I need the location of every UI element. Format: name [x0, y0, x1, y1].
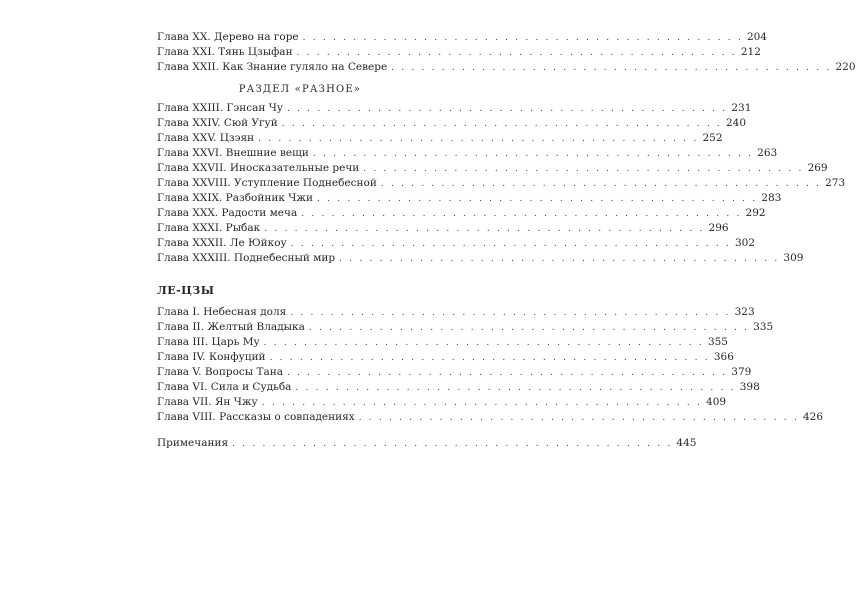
toc-entry-title: Глава IV. Конфуций — [157, 351, 266, 363]
toc-entry-title: Глава XXIX. Разбойник Чжи — [157, 192, 314, 204]
toc-entry[interactable] — [157, 334, 728, 350]
dot-leader: . . . . . . . . . . . . . . . . . . . . . . . . . . . . . . . . . . . . . . . . . . . . — [302, 33, 743, 43]
toc-entry-title: Глава V. Вопросы Тана — [157, 366, 283, 378]
toc-entry[interactable] — [157, 59, 856, 75]
toc-entry-page: 355 — [707, 336, 728, 348]
toc-entry[interactable] — [157, 304, 755, 320]
dot-leader: . . . . . . . . . . . . . . . . . . . . . . . . . . . . . . . . . . . . . . . . . . . . — [301, 209, 742, 219]
toc-entry[interactable] — [157, 160, 828, 176]
toc-entry-page: 212 — [740, 46, 761, 58]
toc-entry-title: Глава XXXIII. Поднебесный мир — [157, 252, 336, 264]
toc-entry-page: 269 — [807, 162, 828, 174]
dot-leader: . . . . . . . . . . . . . . . . . . . . . . . . . . . . . . . . . . . . . . . . . . . . — [287, 104, 728, 114]
book-heading: ЛЕ-ЦЗЫ — [157, 284, 215, 297]
dot-leader: . . . . . . . . . . . . . . . . . . . . . . . . . . . . . . . . . . . . . . . . . . . . — [312, 149, 754, 159]
toc-entry-title: Глава XXIII. Гэнсан Чу — [157, 102, 284, 114]
dot-leader: . . . . . . . . . . . . . . . . . . . . . . . . . . . . . . . . . . . . . . . . . . . . — [380, 179, 822, 189]
toc-entry-notes[interactable] — [157, 435, 697, 451]
toc-entry[interactable] — [157, 394, 727, 410]
toc-entry[interactable] — [157, 409, 824, 425]
toc-entry-title: Глава XX. Дерево на горе — [157, 31, 299, 43]
toc-entry-page: 409 — [706, 396, 727, 408]
toc-entry-page: 426 — [802, 411, 824, 423]
toc-entry-title: Глава XXVII. Иносказательные речи — [157, 162, 360, 174]
toc-entry-page: 309 — [783, 252, 804, 264]
dot-leader: . . . . . . . . . . . . . . . . . . . . . . . . . . . . . . . . . . . . . . . . . . . . — [290, 308, 731, 318]
toc-entry-title: Глава II. Желтый Владыка — [157, 321, 305, 333]
toc-entry-title: Глава XXVI. Внешние вещи — [157, 147, 309, 159]
toc-entry[interactable] — [157, 100, 752, 116]
toc-entry-page: 263 — [757, 147, 778, 159]
dot-leader: . . . . . . . . . . . . . . . . . . . . . . . . . . . . . . . . . . . . . . . . . . . . — [281, 119, 722, 129]
dot-leader: . . . . . . . . . . . . . . . . . . . . . . . . . . . . . . . . . . . . . . . . . . . . — [295, 383, 736, 393]
toc-entry-page: 296 — [708, 222, 729, 234]
toc-entry-title: Глава XXVIII. Уступление Поднебесной — [157, 177, 377, 189]
dot-leader: . . . . . . . . . . . . . . . . . . . . . . . . . . . . . . . . . . . . . . . . . . . . — [308, 323, 750, 333]
toc-entry-page: 292 — [745, 207, 766, 219]
dot-leader: . . . . . . . . . . . . . . . . . . . . . . . . . . . . . . . . . . . . . . . . . . . . — [261, 398, 703, 408]
toc-entry[interactable] — [157, 235, 756, 251]
toc-entry[interactable] — [157, 29, 767, 45]
toc-entry-page: 273 — [825, 177, 846, 189]
toc-entry-title: Глава VI. Сила и Судьба — [157, 381, 292, 393]
dot-leader: . . . . . . . . . . . . . . . . . . . . . . . . . . . . . . . . . . . . . . . . . . . . — [317, 194, 758, 204]
toc-entry[interactable] — [157, 190, 782, 206]
toc-entry[interactable] — [157, 130, 723, 146]
toc-entry-page: 204 — [746, 31, 767, 43]
toc-entry-title: Примечания — [157, 437, 229, 449]
toc-entry-page: 445 — [676, 437, 697, 449]
dot-leader: . . . . . . . . . . . . . . . . . . . . . . . . . . . . . . . . . . . . . . . . . . . . — [264, 224, 705, 234]
dot-leader: . . . . . . . . . . . . . . . . . . . . . . . . . . . . . . . . . . . . . . . . . . . . — [358, 413, 799, 423]
dot-leader: . . . . . . . . . . . . . . . . . . . . . . . . . . . . . . . . . . . . . . . . . . . . — [296, 48, 737, 58]
toc-entry-title: Глава XXIV. Сюй Угуй — [157, 117, 278, 129]
toc-entry[interactable] — [157, 175, 846, 191]
toc-entry[interactable] — [157, 115, 747, 131]
toc-entry[interactable] — [157, 379, 760, 395]
dot-leader: . . . . . . . . . . . . . . . . . . . . . . . . . . . . . . . . . . . . . . . . . . . . — [339, 254, 780, 264]
toc-entry-page: 335 — [753, 321, 774, 333]
toc-entry-page: 220 — [835, 61, 856, 73]
toc-entry-page: 302 — [735, 237, 756, 249]
toc-entry-page: 366 — [713, 351, 734, 363]
section-heading: РАЗДЕЛ «РАЗНОЕ» — [238, 84, 362, 95]
toc-entry-title: Глава XXX. Радости меча — [157, 207, 298, 219]
toc-entry-title: Глава XXI. Тянь Цзыфан — [157, 46, 293, 58]
toc-entry-title: Глава I. Небесная доля — [157, 306, 287, 318]
toc-entry-page: 398 — [739, 381, 760, 393]
toc-entry[interactable] — [157, 250, 804, 266]
toc-entry-title: Глава XXXI. Рыбак — [157, 222, 261, 234]
dot-leader: . . . . . . . . . . . . . . . . . . . . . . . . . . . . . . . . . . . . . . . . . . . . — [269, 353, 710, 363]
toc-entry-page: 240 — [726, 117, 747, 129]
toc-entry-title: Глава VII. Ян Чжу — [157, 396, 258, 408]
dot-leader: . . . . . . . . . . . . . . . . . . . . . . . . . . . . . . . . . . . . . . . . . . . . — [290, 239, 731, 249]
dot-leader: . . . . . . . . . . . . . . . . . . . . . . . . . . . . . . . . . . . . . . . . . . . . — [363, 164, 804, 174]
toc-entry-title: Глава VIII. Рассказы о совпадениях — [157, 411, 355, 423]
dot-leader: . . . . . . . . . . . . . . . . . . . . . . . . . . . . . . . . . . . . . . . . . . . . — [263, 338, 704, 348]
toc-entry[interactable] — [157, 319, 774, 335]
dot-leader: . . . . . . . . . . . . . . . . . . . . . . . . . . . . . . . . . . . . . . . . . . . . — [232, 439, 673, 449]
toc-entry-page: 379 — [731, 366, 752, 378]
toc-entry[interactable] — [157, 220, 729, 236]
toc-entry-title: Глава XXV. Цзэян — [157, 132, 255, 144]
toc-entry-page: 252 — [702, 132, 723, 144]
toc-entry-page: 323 — [734, 306, 755, 318]
toc-entry[interactable] — [157, 44, 761, 60]
toc-entry-page: 283 — [761, 192, 782, 204]
toc-entry-title: Глава XXXII. Ле Юйкоу — [157, 237, 287, 249]
dot-leader: . . . . . . . . . . . . . . . . . . . . . . . . . . . . . . . . . . . . . . . . . . . . — [258, 134, 699, 144]
dot-leader: . . . . . . . . . . . . . . . . . . . . . . . . . . . . . . . . . . . . . . . . . . . . — [287, 368, 728, 378]
toc-entry-page: 231 — [731, 102, 752, 114]
toc-entry-title: Глава III. Царь Му — [157, 336, 260, 348]
toc-entry[interactable] — [157, 349, 734, 365]
toc-entry[interactable] — [157, 205, 766, 221]
toc-entry[interactable] — [157, 364, 752, 380]
toc-entry[interactable] — [157, 145, 778, 161]
dot-leader: . . . . . . . . . . . . . . . . . . . . . . . . . . . . . . . . . . . . . . . . . . . . — [391, 63, 832, 73]
toc-entry-title: Глава XXII. Как Знание гуляло на Севере — [157, 61, 388, 73]
